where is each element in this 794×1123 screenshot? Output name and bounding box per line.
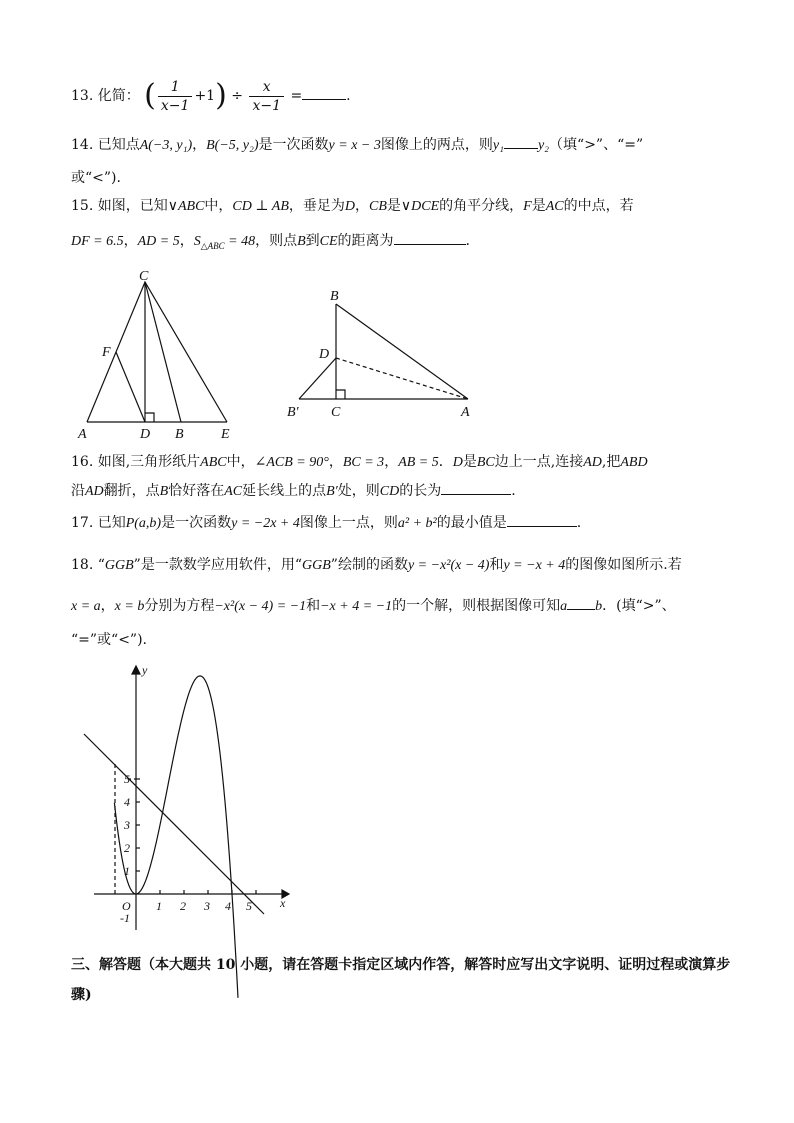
section-heading: 三、解答题（本大题共 10 小题，请在答题卡指定区域内作答，解答时应写出文字说明、证明过程或演算步骤) — [71, 957, 731, 1003]
line-DA-dashed — [336, 358, 468, 399]
q14-answer-blank[interactable] — [504, 134, 538, 149]
label-F: F — [102, 345, 111, 360]
y-tick-3: 3 — [124, 818, 130, 832]
x-axis-label: x — [280, 896, 286, 910]
question-18-line-3: “=”或“<”). — [71, 632, 148, 648]
x-tick-1: 1 — [156, 899, 162, 913]
right-paren: ) — [215, 78, 227, 113]
y-axis-arrow — [132, 666, 140, 674]
right-angle-mark — [145, 413, 154, 422]
question-16: 16. 如图,三角形纸片ABC中，∠ACB = 90°，BC = 3，AB = 5．D是BC边上一点,连接AD,把ABD — [71, 454, 648, 470]
ticks — [136, 779, 256, 894]
question-13: 13. 化简： ( $\frac{1}{x-1}$ +1) ÷ $\frac{x}{x-1}$ = . — [71, 78, 351, 114]
x-tick-2: 2 — [180, 899, 186, 913]
question-14-line-2: 或“<”). — [71, 170, 121, 186]
q13-equals: = — [290, 88, 303, 104]
y-tick-5: 5 — [124, 772, 130, 786]
y-tick-neg1: -1 — [120, 911, 130, 925]
label-D: D — [319, 347, 330, 362]
question-18-line-2: x = a，x = b分别为方程−x²(x − 4) = −1和−x + 4 = −1的一个解，则根据图像可知a b．(填“>”、 — [71, 595, 676, 617]
q16-answer-blank[interactable] — [441, 480, 511, 495]
x-tick-3: 3 — [204, 899, 210, 913]
q17-answer-blank[interactable] — [507, 512, 577, 527]
label-B: B — [330, 289, 339, 304]
q13-fraction-1: $\frac{1}{x-1}$ — [158, 78, 193, 115]
line-CB — [145, 282, 181, 422]
y-tick-2: 2 — [124, 841, 130, 855]
q13-plus-one: +1 — [194, 88, 216, 104]
figure-15-triangle — [70, 262, 310, 452]
line-y-eq-neg-x-plus-4 — [84, 734, 264, 914]
y-tick-1: 1 — [124, 864, 130, 878]
question-15: 15. 如图，已知∨ABC中，CD ⊥ AB，垂足为D，CB是∨DCE的角平分线，F是AC的中点，若 — [71, 198, 634, 214]
right-angle-mark-c — [336, 390, 345, 399]
label-C: C — [331, 405, 341, 420]
q13-div: ÷ — [231, 88, 243, 104]
label-D: D — [140, 427, 151, 442]
function-graph — [82, 660, 302, 940]
x-tick-4: 4 — [225, 899, 231, 913]
line-BpD — [299, 358, 336, 399]
q13-number: 13. — [71, 88, 94, 104]
y-tick-4: 4 — [124, 795, 130, 809]
question-18: 18. “GGB”是一款数学应用软件，用“GGB”绘制的函数y = −x²(x − 4)和y = −x + 4的图像如图所示.若 — [71, 557, 682, 573]
question-17: 17. 已知P(a,b)是一次函数y = −2x + 4图像上一点，则a² + b²的最小值是 . — [71, 512, 581, 534]
question-16-line-2: 沿AD翻折，点B恰好落在AC延长线上的点B′处，则CD的长为 . — [71, 480, 516, 502]
q15-answer-blank[interactable] — [394, 230, 466, 245]
label-E: E — [221, 427, 230, 442]
line-FD — [116, 352, 145, 422]
question-15-line-2: DF = 6.5，AD = 5，$S_{\triangle ABC} = 48$，则点B到CE的距离为 . — [71, 230, 470, 256]
label-A: A — [78, 427, 87, 442]
origin-label: O — [122, 899, 131, 913]
label-A: A — [461, 405, 470, 420]
q13-label: 化简： — [97, 88, 140, 104]
label-C: C — [139, 269, 149, 284]
figure-16-folded-triangle — [285, 282, 485, 432]
line-BA — [336, 304, 468, 399]
left-paren: ( — [144, 78, 156, 113]
label-B: B — [175, 427, 184, 442]
q13-answer-blank[interactable] — [302, 85, 346, 100]
x-tick-5: 5 — [246, 899, 252, 913]
label-B-prime: B′ — [287, 405, 299, 420]
y-axis-label: y — [142, 663, 148, 677]
q18-answer-blank[interactable] — [567, 595, 595, 610]
q13-fraction-2: $\frac{x}{x-1}$ — [249, 78, 284, 115]
question-14: 14. 已知点A(−3, y₁)，B(−5, y₂)是一次函数y = x − 3图像上的两点，则y₁ y₂（填“>”、“=” — [71, 134, 643, 156]
